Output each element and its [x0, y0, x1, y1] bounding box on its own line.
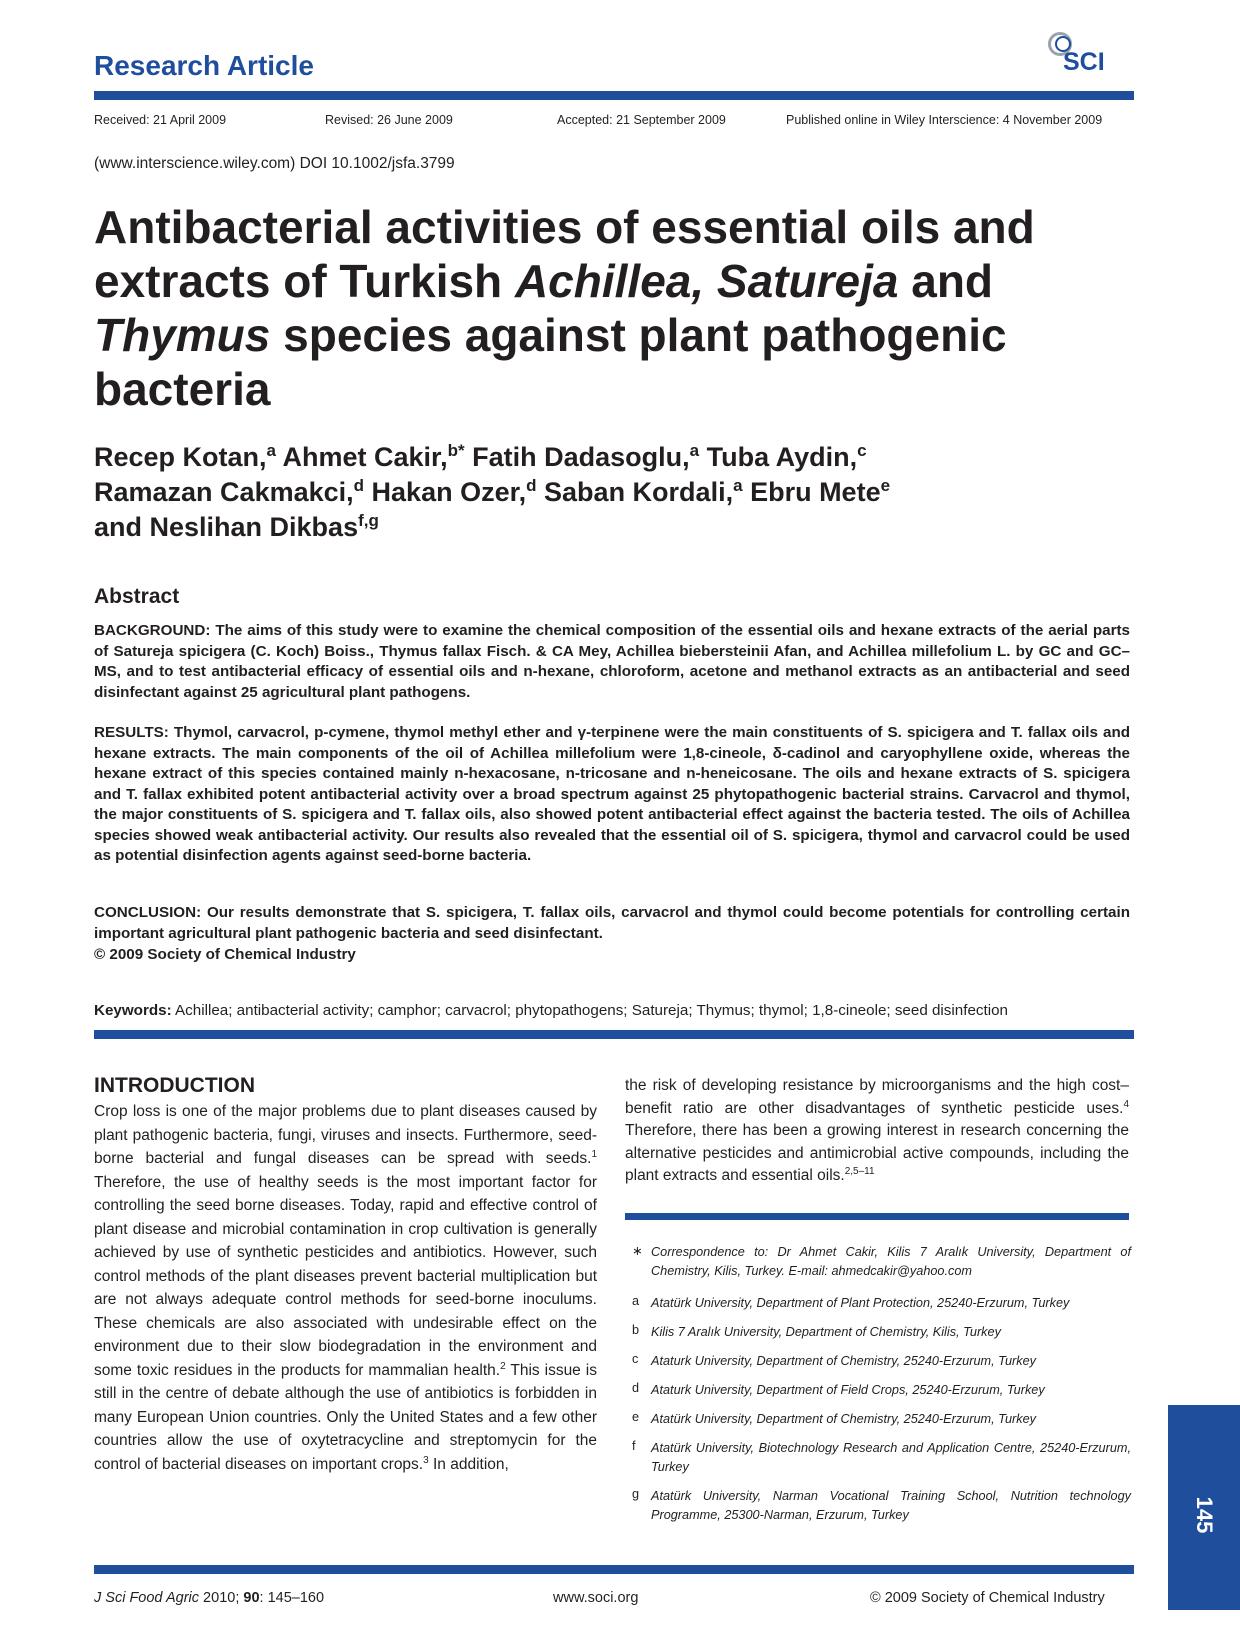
- affiliation-label: f: [632, 1439, 636, 1453]
- abstract-heading: Abstract: [94, 585, 180, 608]
- author: Ramazan Cakmakci,$^d$: [94, 476, 365, 507]
- author: Tuba Aydin,$^c$: [706, 441, 867, 472]
- affiliation-label: d: [632, 1381, 640, 1395]
- author: Recep Kotan,$^a$: [94, 441, 277, 472]
- author: Saban Kordali,$^a$: [544, 476, 743, 507]
- revised-date: Revised: 26 June 2009: [325, 113, 453, 127]
- website: www.soci.org: [553, 1590, 639, 1606]
- sci-logo: [1045, 30, 1125, 85]
- author: Ebru Mete$^e$: [750, 476, 891, 507]
- received-date: Received: 21 April 2009: [94, 113, 227, 127]
- affiliation-text: Atatürk University, Department of Chemistry, 25240-Erzurum, Turkey: [651, 1412, 1036, 1426]
- affiliation-text: Atatürk University, Department of Plant Protection, 25240-Erzurum, Turkey: [651, 1296, 1070, 1310]
- abstract-results: RESULTS: Thymol, carvacrol, p-cymene, thymol methyl ether and γ-terpinene were the main constituents of S. spicigera and T. fallax oils and hexane extracts. The main components of the oil of Achillea millefolium were 1,8-cineole, δ-cadinol and caryophyllene oxide, whereas the hexane extract of this species contained mainly n-hexacosane, n-tricosane and n-heneicosane. The oils and hexane extracts of S. spicigera and T. fallax exhibited potent antibacterial activity over a broad spectrum against 25 phytopathogenic bacterial strains. Carvacrol and thymol, the major constituents of S. spicigera and T. fallax oils, also showed potent antibacterial effect against the bacteria tested. The oils of Achillea species showed weak antibacterial activity. Our results also revealed that the essential oil of S. spicigera, thymol and carvacrol could be used as potential disinfection agents against seed-borne bacteria.: [94, 724, 1130, 864]
- affiliation-label: g: [632, 1487, 640, 1501]
- footer-copyright: © 2009 Society of Chemical Industry: [870, 1590, 1105, 1606]
- author: Hakan Ozer,$^d$: [371, 476, 537, 507]
- affiliation-label: a: [632, 1294, 640, 1308]
- article-title: Antibacterial activities of essential oils and extracts of Turkish Achillea, Satureja and Thymus species against plant pathogenic bacteria: [94, 201, 1035, 415]
- abstract-background: BACKGROUND: The aims of this study were to examine the chemical composition of the essential oils and hexane extracts of the aerial parts of Satureja spicigera (C. Koch) Boiss., Thymus fallax Fisch. & CA Mey, Achillea biebersteinii Afan, and Achillea millefolium L. by GC and GC–MS, and to test antibacterial efficacy of essential oils and n-hexane, chloroform, acetone and methanol extracts as an antibacterial and seed disinfectant against 25 agricultural plant pathogens.: [94, 622, 1130, 701]
- affiliations-rule: [625, 1213, 1129, 1220]
- affiliation-text: Ataturk University, Department of Field Crops, 25240-Erzurum, Turkey: [651, 1383, 1045, 1397]
- author: Fatih Dadasoglu,$^a$: [472, 441, 700, 472]
- abstract-copyright: © 2009 Society of Chemical Industry: [94, 946, 356, 963]
- affiliation-label: c: [632, 1352, 639, 1366]
- author-list: [94, 440, 1074, 545]
- introduction-heading: INTRODUCTION: [94, 1074, 255, 1097]
- keywords: Keywords: Achillea; antibacterial activity; camphor; carvacrol; phytopathogens; Satureja; Thymus; thymol; 1,8-cineole; seed disinfection: [94, 1002, 1008, 1019]
- affiliation-label: e: [632, 1410, 640, 1424]
- affiliation-text: Atatürk University, Biotechnology Research and Application Centre, 25240-Erzurum, Turkey: [651, 1441, 1131, 1474]
- header-rule: [94, 91, 1134, 100]
- affiliation-text: Kilis 7 Aralık University, Department of Chemistry, Kilis, Turkey: [651, 1325, 1001, 1339]
- accepted-date: Accepted: 21 September 2009: [557, 113, 726, 127]
- article-type: Research Article: [94, 50, 314, 81]
- affiliation-text: Ataturk University, Department of Chemistry, 25240-Erzurum, Turkey: [651, 1354, 1036, 1368]
- abstract-conclusion: CONCLUSION: Our results demonstrate that S. spicigera, T. fallax oils, carvacrol and thymol could become potentials for controlling certain important agricultural plant pathogenic bacteria and seed disinfectant.: [94, 904, 1130, 942]
- page-number: 145: [1192, 1496, 1217, 1534]
- introduction-column-2: the risk of developing resistance by microorganisms and the high cost–benefit ratio are other disadvantages of synthetic pesticide uses.$^4$ Therefore, there has been a growing interest in research concerning the alternative pesticides and antimicrobial active compounds, including the plant extracts and essential oils.$^{2,5-11}$: [625, 1077, 1129, 1184]
- journal-citation: J Sci Food Agric 2010; 90: 145–160: [94, 1590, 325, 1606]
- footer-rule: [94, 1565, 1134, 1574]
- author: Ahmet Cakir,$^{b*}$: [282, 441, 465, 472]
- affiliation-text: Atatürk University, Narman Vocational Training School, Nutrition technology Programme, 25300-Narman, Erzurum, Turkey: [651, 1489, 1131, 1522]
- abstract-rule: [94, 1030, 1134, 1039]
- logo-text: SCI: [1063, 48, 1105, 76]
- doi-line: (www.interscience.wiley.com) DOI 10.1002/jsfa.3799: [94, 155, 455, 172]
- correspondence: Correspondence to: Dr Ahmet Cakir, Kilis 7 Aralık University, Department of Chemistry, Kilis, Turkey. E-mail: ahmedcakir@yahoo.com: [651, 1245, 1131, 1278]
- correspondence-mark: ∗: [632, 1244, 643, 1258]
- published-date: Published online in Wiley Interscience: 4 November 2009: [786, 113, 1103, 127]
- introduction-column-1: Crop loss is one of the major problems due to plant diseases caused by plant pathogenic bacteria, fungi, viruses and insects. Furthermore, seed-borne bacterial and fungal diseases can be spread with seeds.$^1$ Therefore, the use of healthy seeds is the most important factor for controlling the seed borne diseases. Today, rapid and effective control of plant disease and microbial contamination in crop cultivation is generally achieved by use of synthetic pesticides and antibiotics. However, such control methods of the plant diseases prevent bacterial multiplication but are not always adequate control methods for seed-borne inoculums. These chemicals are also associated with undesirable effect on the environment due to their slow biodegradation in the environment and some toxic residues in the products for mammalian health.$^2$ This issue is still in the centre of debate although the use of antibiotics is forbidden in many European Union countries. Only the United States and a few other countries allow the use of oxytetracycline and streptomycin for the control of bacterial diseases on important crops.$^3$ In addition,: [94, 1103, 597, 1473]
- author: and Neslihan Dikbas$^{f,g}$: [94, 511, 379, 542]
- affiliation-label: b: [632, 1323, 640, 1337]
